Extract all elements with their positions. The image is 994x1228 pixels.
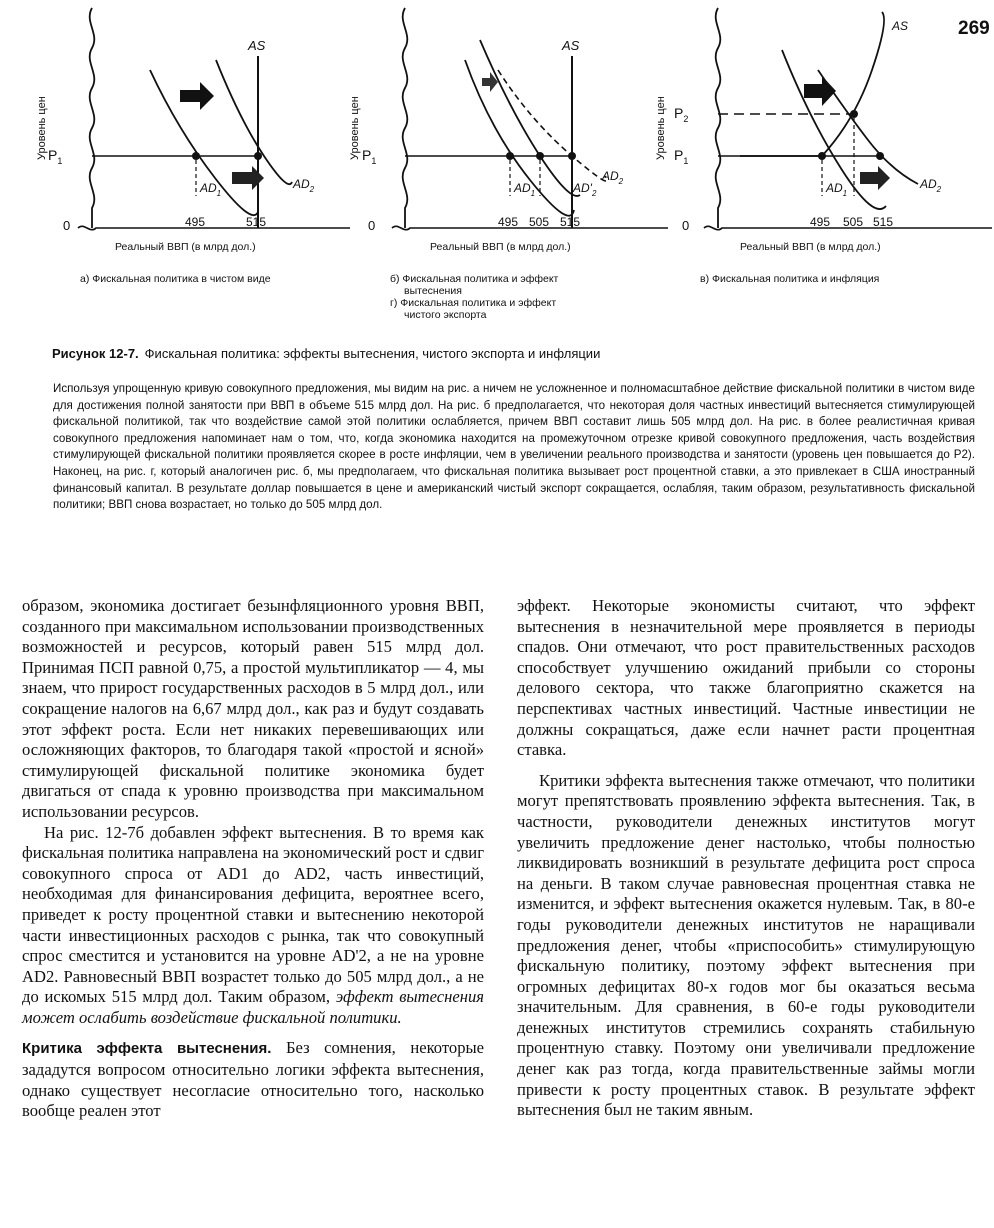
- ad2-curve-dashed: [498, 70, 607, 181]
- ad2p-label: $AD'_2$: [573, 181, 597, 198]
- ad2-curve: [818, 70, 918, 184]
- x-axis-label: Реальный ВВП (в млрд дол.): [115, 241, 256, 253]
- figure-title-text: Фискальная политика: эффекты вытеснения, чистого экспорта и инфляции: [144, 346, 601, 361]
- subcaption-b: б) Фискальная политика и эффект вытеснения г) Фискальная политика и эффект чистого экспорта: [390, 273, 559, 321]
- paragraph: Критика эффекта вытеснения. Без сомнения, некоторые зададутся вопросом относительно логики эффекта вытеснения, однако существует несогласие относительно того, насколько вообще реален этот: [22, 1038, 485, 1121]
- figure-label: Рисунок 12-7.: [52, 346, 139, 361]
- shift-arrow: [804, 76, 836, 106]
- y-axis-label: Уровень цен: [36, 96, 48, 160]
- subcaption-c: в) Фискальная политика и инфляция: [700, 273, 880, 285]
- graph-a: [0, 0, 340, 300]
- ad2-label: $AD_2$: [293, 177, 315, 194]
- graph-b: [330, 0, 670, 330]
- p1-label: $P_1$: [362, 147, 377, 166]
- origin-label: 0: [682, 218, 690, 233]
- eq-point-2: [536, 152, 544, 160]
- x-axis-break-wave: [78, 226, 350, 229]
- y-axis-label: Уровень цен: [655, 96, 667, 160]
- eq-point-3: [568, 152, 576, 160]
- p1-label: $P_1$: [674, 147, 689, 166]
- eq-point-1: [192, 152, 200, 160]
- paragraph: На рис. 12-7б добавлен эффект вытеснения. В то время как фискальная политика направлена на экономический рост и сдвиг совокупного спроса от AD1 до AD2, часть инвестиций, необходимая для финансирования дефицита, вероятнее всего, приведет к росту процентной ставки и вытеснению некоторой части инвестиционных расходов с рынка, так что совокупный спрос сместится и установится на уровне AD'2, а не на уровне AD2. Равновесный ВВП возрастет только до 505 млрд дол., а не до искомых 515 млрд дол. Таким образом, эффект вытеснения может ослабить воздействие фискальной политики.: [22, 822, 484, 1027]
- axis-break-wave: [403, 8, 408, 228]
- graph-c: [640, 0, 994, 300]
- shift-arrow-lower: [860, 166, 890, 190]
- p1-label: $P_1$: [48, 147, 63, 166]
- x-tick-495: 495: [185, 215, 206, 229]
- axis-break-wave: [90, 8, 95, 228]
- x-tick-505: 505: [843, 215, 864, 229]
- eq-point-2: [254, 152, 262, 160]
- ad1-label: $AD_1$: [200, 181, 222, 198]
- page-number: 269: [958, 18, 990, 39]
- paragraph: Критики эффекта вытеснения также отмечают, что политики могут препятствовать проявлению эффекта вытеснения. Так, в частности, руководители денежных институтов могут увеличить предложение денег настолько, чтобы полностью ликвидировать возникший в результате дефицита рост спроса на деньги. В таком случае равновесная процентная ставка не изменится, и эффект вытеснения окажется нулевым. Так, в 80-е годы руководители денежных институтов не наращивали предложения денег, чтобы «приспособить» стимулирующую фискальную политику, поэтому эффект вытеснения при огромных дефицитах 80-х годов мог бы оказаться весьма значительным. Для сравнения, в 60-е годы руководители денежных институтов стремились сохранять стабильную процентную ставку. Поэтому они увеличивали предложение денег как раз тогда, когда правительственные займы могли привести к росту процентных ставок. В результате эффект вытеснения был не таким явным.: [517, 770, 975, 1120]
- graph-b-svg: [330, 0, 670, 300]
- x-tick-515: 515: [560, 215, 581, 229]
- origin-label: 0: [63, 218, 71, 233]
- eq-point-3: [876, 152, 884, 160]
- eq-point-2: [850, 110, 858, 118]
- left-column: [22, 596, 484, 1122]
- x-tick-495: 495: [498, 215, 519, 229]
- eq-point-1: [818, 152, 826, 160]
- eq-point-1: [506, 152, 514, 160]
- graph-c-svg: [640, 0, 994, 300]
- x-tick-495: 495: [810, 215, 831, 229]
- x-axis-label: Реальный ВВП (в млрд дол.): [430, 241, 571, 253]
- ad2p-curve: [480, 40, 580, 196]
- x-axis-label: Реальный ВВП (в млрд дол.): [740, 241, 881, 253]
- origin-label: 0: [368, 218, 376, 233]
- ad2-label: $AD_2$: [602, 169, 624, 186]
- y-axis-label: Уровень цен: [349, 96, 361, 160]
- paragraph: эффект. Некоторые экономисты считают, что эффект вытеснения в незначительной мере проявляется в периоды спадов. Они отмечают, что рост правительственных расходов способствует улучшению ожиданий прибыли со стороны делового сектора, что также благоприятно скажется на перспективах частных инвестиций. Частные инвестиции не должны сокращаться, даже если начнет расти процентная ставка.: [517, 596, 975, 760]
- ad1-label: $AD_1$: [826, 181, 848, 198]
- x-tick-505: 505: [529, 215, 550, 229]
- figure-caption: Используя упрощенную кривую совокупного предложения, мы видим на рис. а ничем не усложненное и полномасштабное действие фискальной политики в чистом виде для достижения полной занятости при ВВП в объеме 515 млрд дол. На рис. б предполагается, что некоторая доля частных инвестиций вытесняется стимулирующей фискальной политикой, так что воздействие самой этой политики ослабляется, причем ВВП составит лишь 505 млрд дол. На рис. в более реалистичная кривая совокупного предложения напоминает нам о том, что, когда экономика находится на промежуточном отрезке кривой совокупного предложения, часть воздействия стимулирующей фискальной политики проявляется скорее в росте инфляции, чем в увеличении реального производства и занятости (уровень цен повышается до P2). Наконец, на рис. г, который аналогичен рис. б, мы предполагаем, что фискальная политика вызывает рост процентной ставки, а это привлекает в США иностранный финансовый капитал. В результате доллар повышается в цене и американский чистый экспорт сокращается, ослабляя, таким образом, результативность фискальной политики; ВВП снова возрастает, но только до 505 млрд дол.: [53, 382, 975, 512]
- shift-arrow-lower: [232, 166, 264, 190]
- x-tick-515: 515: [246, 215, 267, 229]
- right-column: [517, 596, 975, 1121]
- as-label: AS: [248, 38, 266, 53]
- ad1-label: $AD_1$: [514, 181, 536, 198]
- paragraph: образом, экономика достигает безынфляционного уровня ВВП, созданного при максимальном использовании производственных возможностей и ресурсов, который равен 515 млрд дол. Принимая ПСП равной 0,75, а простой мультипликатор — 4, мы знаем, что прирост государственных расходов в 5 млрд дол., или сокращение налогов на 6,67 млрд дол., как раз и будут создавать этот эффект роста. Если нет никаких перевешивающих или осложняющих факторов, то благодаря такой «простой и ясной» стимулирующей фискальной политике экономика будет двигаться от спада к уровню производства при максимальном использовании ресурсов.: [22, 596, 484, 821]
- p2-label: $P_2$: [674, 105, 689, 124]
- as-label: AS: [892, 19, 909, 33]
- x-tick-515: 515: [873, 215, 894, 229]
- shift-arrow: [180, 82, 214, 110]
- as-label: AS: [562, 38, 580, 53]
- subcaption-a: а) Фискальная политика в чистом виде: [80, 273, 271, 285]
- section-heading: Критика эффекта вытеснения.: [22, 1040, 272, 1058]
- graph-a-svg: [0, 0, 340, 300]
- ad2-curve: [216, 60, 292, 184]
- ad2-label: $AD_2$: [920, 177, 942, 194]
- axis-break-wave: [716, 8, 721, 228]
- figure-title: [52, 346, 600, 361]
